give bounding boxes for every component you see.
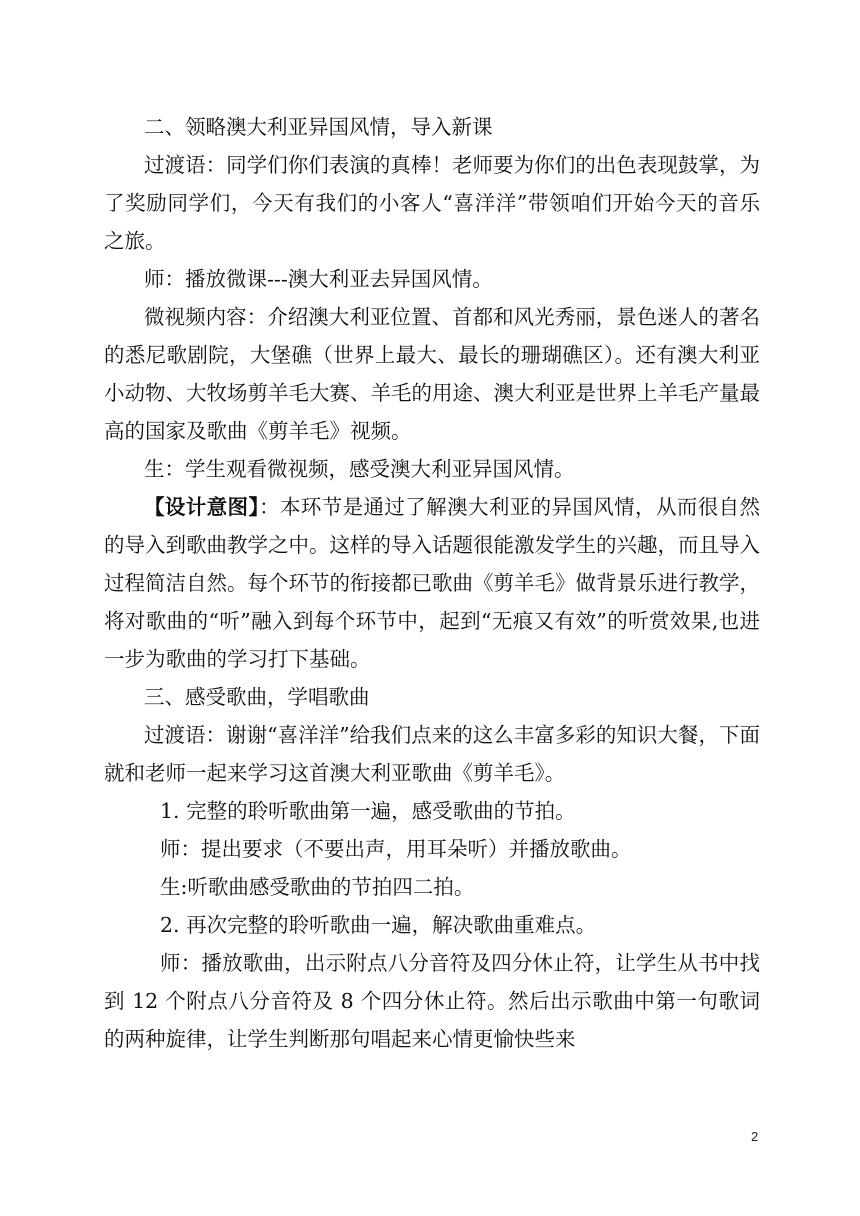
page-number: 2 — [751, 1129, 759, 1144]
design-intent-label: 【设计意图】 — [144, 495, 260, 519]
section-heading-3: 三、感受歌曲，学唱歌曲 — [144, 685, 370, 709]
design-intent-paragraph — [104, 488, 760, 678]
teacher-line-step-1: 师：提出要求（不要出声，用耳朵听）并播放歌曲。 — [160, 837, 632, 861]
micro-video-content: 微视频内容：介绍澳大利亚位置、首都和风光秀丽，景色迷人的著名的悉尼歌剧院，大堡礁（世界上最大、最长的珊瑚礁区）。还有澳大利亚小动物、大牧场剪羊毛大赛、羊毛的用途、澳大利亚是世界上羊毛产量最高的国家及歌曲《剪羊毛》视频。 — [104, 305, 760, 443]
transition-paragraph-2: 过渡语：谢谢“喜洋洋”给我们点来的这么丰富多彩的知识大餐，下面就和老师一起来学习这首澳大利亚歌曲《剪羊毛》。 — [104, 723, 760, 785]
document-body — [104, 108, 760, 1058]
student-line-watch: 生：学生观看微视频，感受澳大利亚异国风情。 — [144, 457, 575, 481]
step-1: 1. 完整的聆听歌曲第一遍，感受歌曲的节拍。 — [160, 799, 576, 823]
teacher-line-step-2: 师：播放歌曲，出示附点八分音符及四分休止符，让学生从书中找到 12 个附点八分音符及 8 个四分休止符。然后出示歌曲中第一句歌词的两种旋律，让学生判断那句唱起来心情更愉快些来 — [104, 951, 760, 1051]
step-2: 2. 再次完整的聆听歌曲一遍，解决歌曲重难点。 — [160, 913, 597, 937]
section-heading-2: 二、领略澳大利亚异国风情，导入新课 — [144, 115, 493, 139]
teacher-line-microclass: 师：播放微课---澳大利亚去异国风情。 — [144, 267, 493, 291]
student-line-step-1: 生:听歌曲感受歌曲的节拍四二拍。 — [160, 875, 475, 899]
design-intent-text: ：本环节是通过了解澳大利亚的异国风情，从而很自然的导入到歌曲教学之中。这样的导入话题很能激发学生的兴趣，而且导入过程简洁自然。每个环节的衔接都已歌曲《剪羊毛》做背景乐进行教学，将对歌曲的“听”融入到每个环节中，起到“无痕又有效”的听赏效果,也进一步为歌曲的学习打下基础。 — [104, 495, 760, 671]
transition-paragraph-1: 过渡语：同学们你们表演的真棒！老师要为你们的出色表现鼓掌，为了奖励同学们，今天有我们的小客人“喜洋洋”带领咱们开始今天的音乐之旅。 — [104, 153, 760, 253]
